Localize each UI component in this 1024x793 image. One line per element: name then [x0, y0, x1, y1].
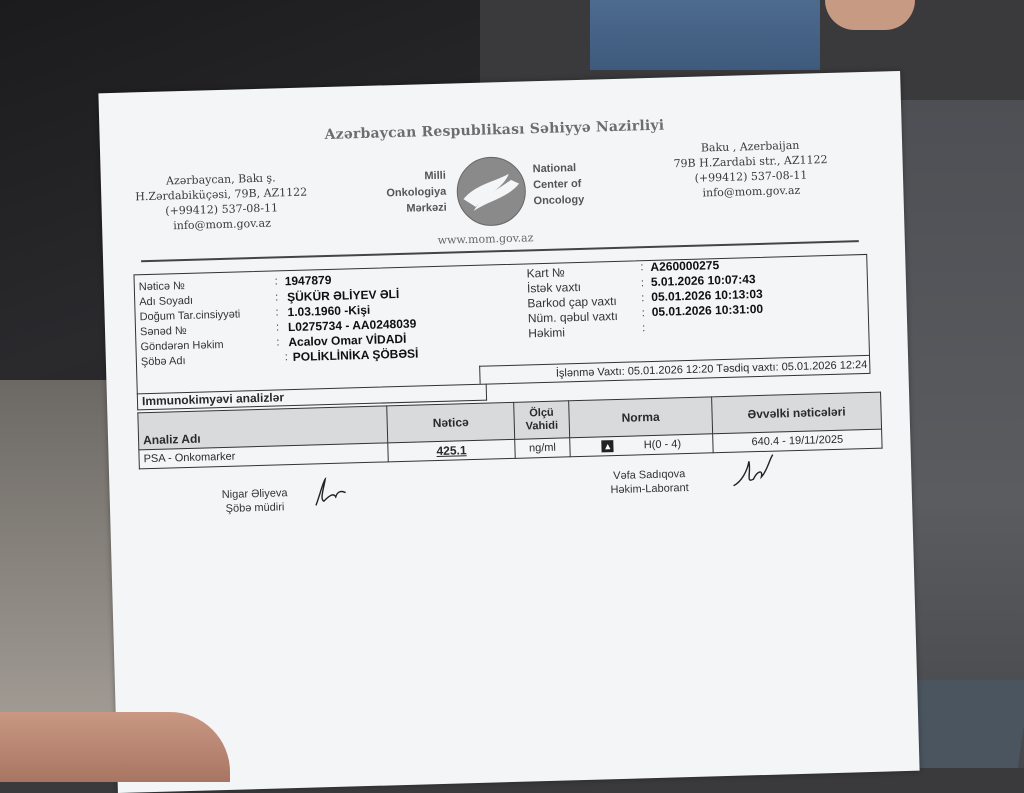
value-birth: 1.03.1960 -Kişi [287, 302, 371, 320]
header-result: Nəticə [387, 402, 515, 443]
value-barcode-time: 05.01.2026 10:13:03 [651, 286, 763, 304]
signature-left-mark [309, 474, 350, 509]
value-request-time: 5.01.2026 10:07:43 [650, 272, 756, 289]
signer-right-role: Həkim-Laborant [610, 482, 689, 497]
header-norm: Norma [569, 397, 713, 438]
background-person [900, 100, 1024, 768]
arrow-up-icon: ▲ [603, 441, 613, 452]
website-text: www.mom.gov.az [437, 231, 534, 247]
cell-previous: 640.4 - 19/11/2025 [713, 429, 882, 453]
value-result-no: 1947879 [284, 272, 332, 289]
signature-right-mark [729, 451, 778, 492]
label-department: Şöbə Adı [140, 355, 186, 369]
patient-info-box: Nəticə № Adı Soyadı Doğum Tar.cinsiyyəti Sənəd № Göndərən Həkim Şöbə Adı : : : : : : 1947879 ŞÜKÜR ƏLİYEV ƏLİ 1.03.1960 -Kişi L0275734 - AA0248039 Acalov Omar VİDADİ POLİKLİNİKA ŞÖBƏSİ Kart № İstək vaxtı Barkod çap vaxtı Nüm. qəbul vaxtı Həkimi : : : : : A260000275 5.01.2026 10:07:43 05.01.2026 10:13:03 05.01.2026 10:31:00 İşlənmə Vaxtı: 05.01.2026 12:20 Təsdiq vaxtı: 05.01.2026 12:24 [133, 254, 870, 394]
label-result-no: Nəticə № [138, 279, 186, 294]
label-request-time: İstək vaxtı [526, 279, 582, 296]
label-sample-time: Nüm. qəbul vaxtı [527, 308, 619, 326]
ministry-title: Azərbaycan Respublikası Səhiyyə Nazirliyi [324, 117, 665, 144]
signer-left-role: Şöbə müdiri [225, 501, 285, 515]
cell-analysis-name: PSA - Onkomarker [139, 443, 388, 469]
cell-unit: ng/ml [515, 438, 571, 459]
value-department: POLİKLİNİKA ŞÖBƏSİ [292, 346, 419, 365]
logo-text-az: Milli Onkologiya Mərkəzi [386, 169, 447, 215]
header-previous: Əvvəlki nəticələri [712, 392, 882, 434]
value-document: L0275734 - AA0248039 [287, 316, 417, 335]
label-birth: Doğum Tar.cinsiyyəti [139, 308, 241, 324]
label-document: Sənəd № [139, 324, 187, 339]
signer-right-name: Vəfa Sadıqova [613, 468, 686, 483]
thumb [0, 712, 230, 782]
background-hand [825, 0, 915, 30]
value-referring-doctor: Acalov Omar VİDADİ [288, 331, 407, 350]
cell-norm: H(0 - 4) [643, 438, 682, 452]
address-right: Baku , Azerbaijan 79B H.Zardabi str., AZ1122 (+99412) 537-08-11 info@mom.gov.az [673, 138, 828, 200]
signer-left-name: Nigar Əliyeva [221, 487, 288, 502]
section-title: Immunokimyəvi analizlər [137, 384, 487, 411]
value-sample-time: 05.01.2026 10:31:00 [651, 301, 764, 319]
label-card: Kart № [526, 265, 565, 281]
signature-right-block [589, 466, 710, 497]
signature-left-block [204, 486, 305, 517]
label-name: Adı Soyadı [139, 294, 194, 309]
header-analysis-name: Analiz Adı [138, 406, 388, 450]
value-name: ŞÜKÜR ƏLİYEV ƏLİ [286, 287, 400, 305]
background-jeans [590, 0, 820, 70]
value-card: A260000275 [650, 258, 720, 274]
label-barcode-time: Barkod çap vaxtı [527, 293, 617, 311]
logo-text-en: National Center of Oncology [532, 162, 585, 208]
lab-report-sheet [98, 71, 919, 793]
label-referring-doctor: Göndərən Həkim [140, 338, 224, 354]
header-unit: Ölçü Vahidi [514, 401, 570, 440]
hands-logo-icon [452, 153, 530, 229]
cell-result: 425.1 [436, 443, 467, 459]
processing-times: İşlənmə Vaxtı: 05.01.2026 12:20 Təsdiq vaxtı: 05.01.2026 12:24 [479, 355, 869, 384]
address-left: Azərbaycan, Bakı ş. H.Zərdabiküçəsi, 79B, AZ1122 (+99412) 537-08-11 info@mom.gov.az [135, 171, 308, 233]
label-doctor: Həkimi [528, 325, 566, 341]
